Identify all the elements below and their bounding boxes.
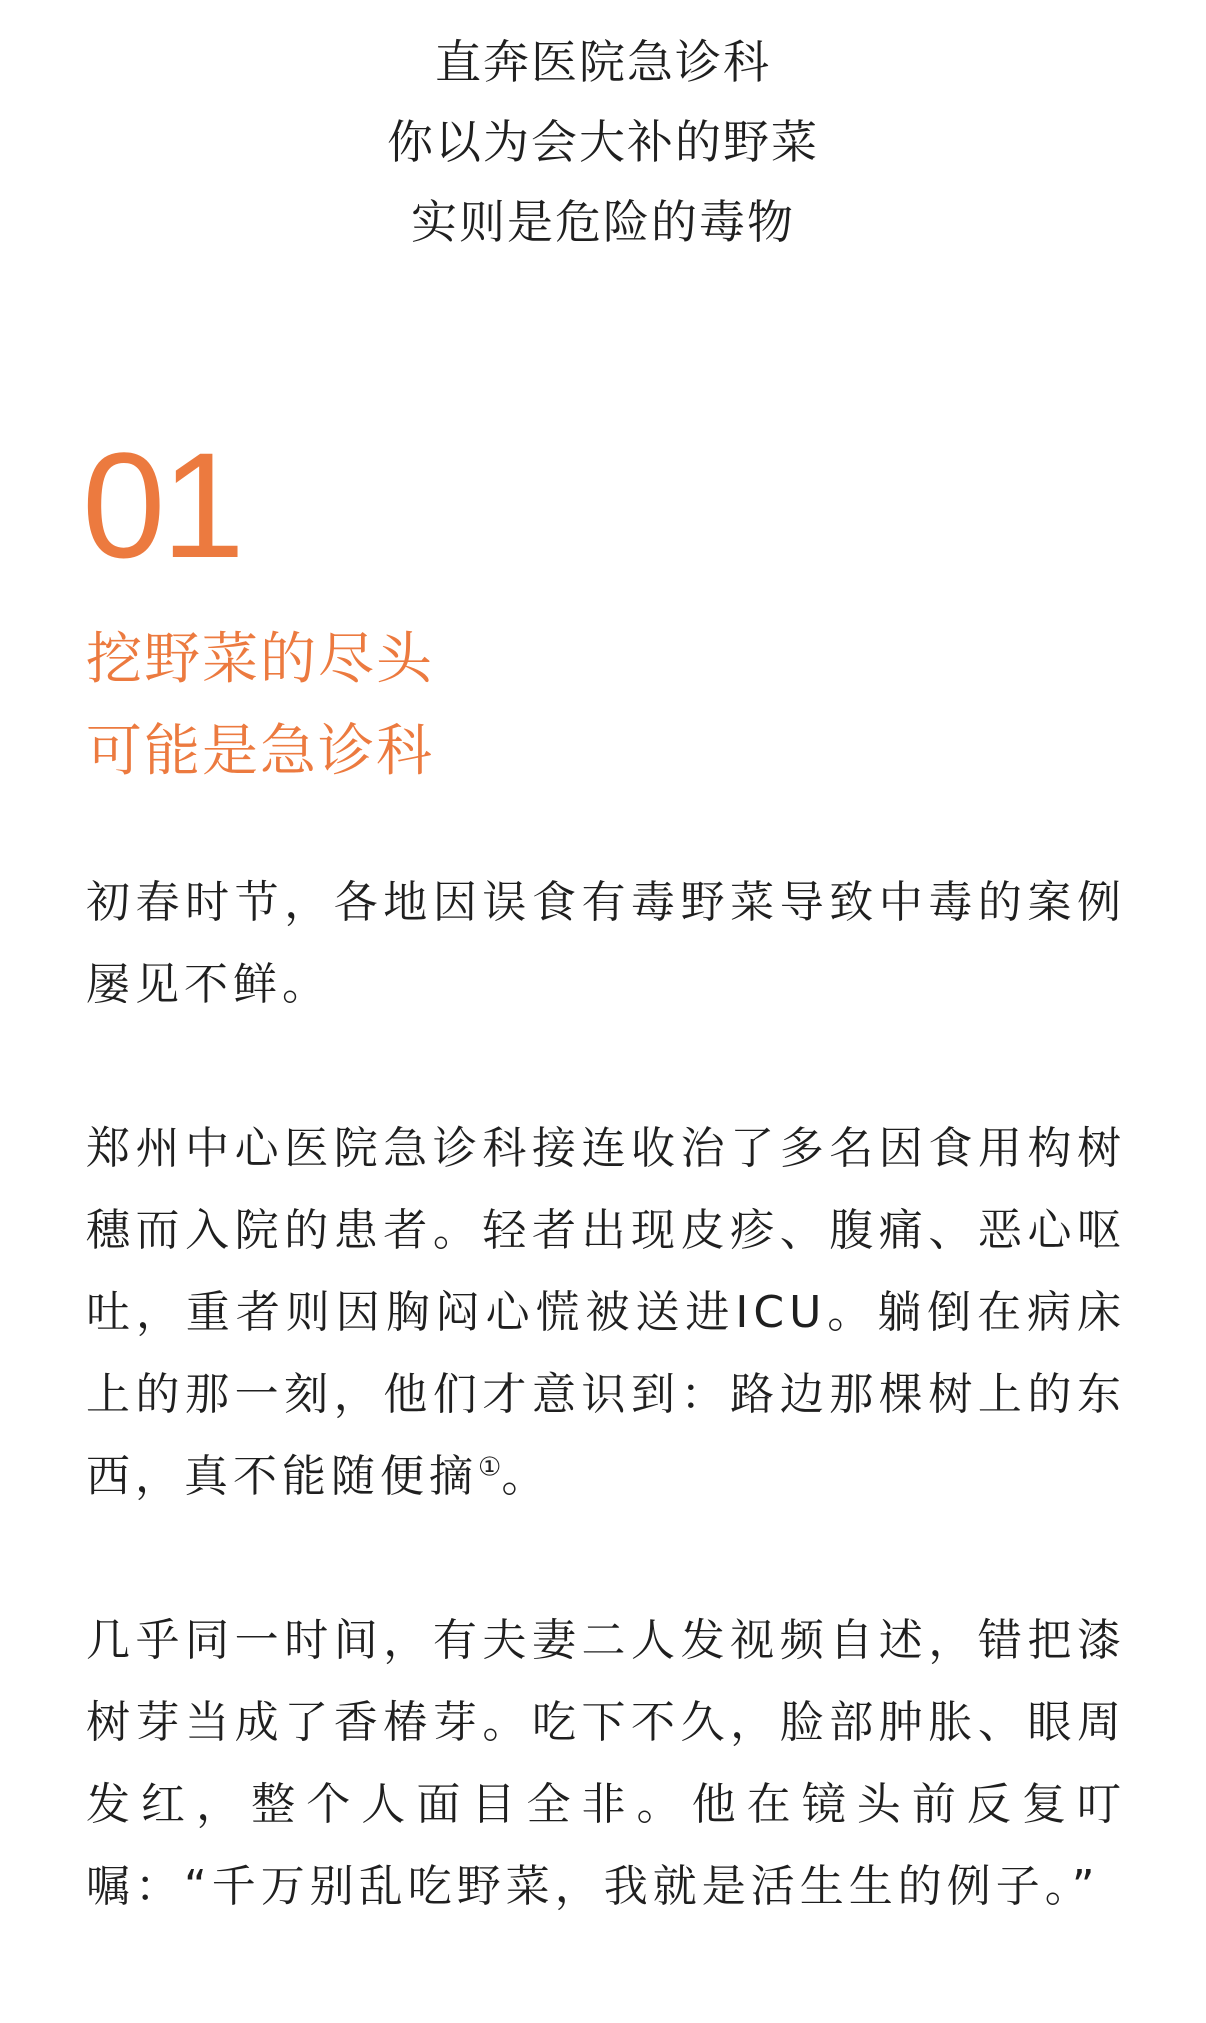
article-body [86, 862, 1126, 2010]
header-line-1: 直奔医院急诊科 [435, 35, 771, 89]
paragraph-1 [86, 862, 1126, 1026]
article-header [0, 22, 1206, 262]
paragraph-2 [86, 1108, 1126, 1518]
section-title-line-1: 挖野菜的尽头 [86, 627, 434, 692]
reference-marker[interactable]: ① [478, 1452, 502, 1483]
section-title [86, 614, 1126, 798]
paragraph-1-text: 初春时节，各地因误食有毒野菜导致中毒的案例屡见不鲜。 [86, 877, 1126, 1010]
section-number: 01 [82, 421, 241, 589]
paragraph-2-text: 郑州中心医院急诊科接连收治了多名因食用构树穗而入院的患者。轻者出现皮疹、腹痛、恶心呕吐，重者则因胸闷心慌被送进ICU。躺倒在病床上的那一刻，他们才意识到：路边那棵树上的东西，真不能随便摘 [86, 1123, 1126, 1502]
header-line-3: 实则是危险的毒物 [411, 195, 795, 249]
section-title-line-2: 可能是急诊科 [86, 719, 434, 784]
paragraph-2-tail: 。 [501, 1451, 551, 1502]
header-line-2: 你以为会大补的野菜 [387, 115, 819, 169]
paragraph-3-text: 几乎同一时间，有夫妻二人发视频自述，错把漆树芽当成了香椿芽。吃下不久，脸部肿胀、眼周发红，整个人面目全非。他在镜头前反复叮嘱：“千万别乱吃野菜，我就是活生生的例子。” [86, 1615, 1126, 1912]
section-heading [82, 421, 1126, 798]
paragraph-3 [86, 1600, 1126, 1928]
